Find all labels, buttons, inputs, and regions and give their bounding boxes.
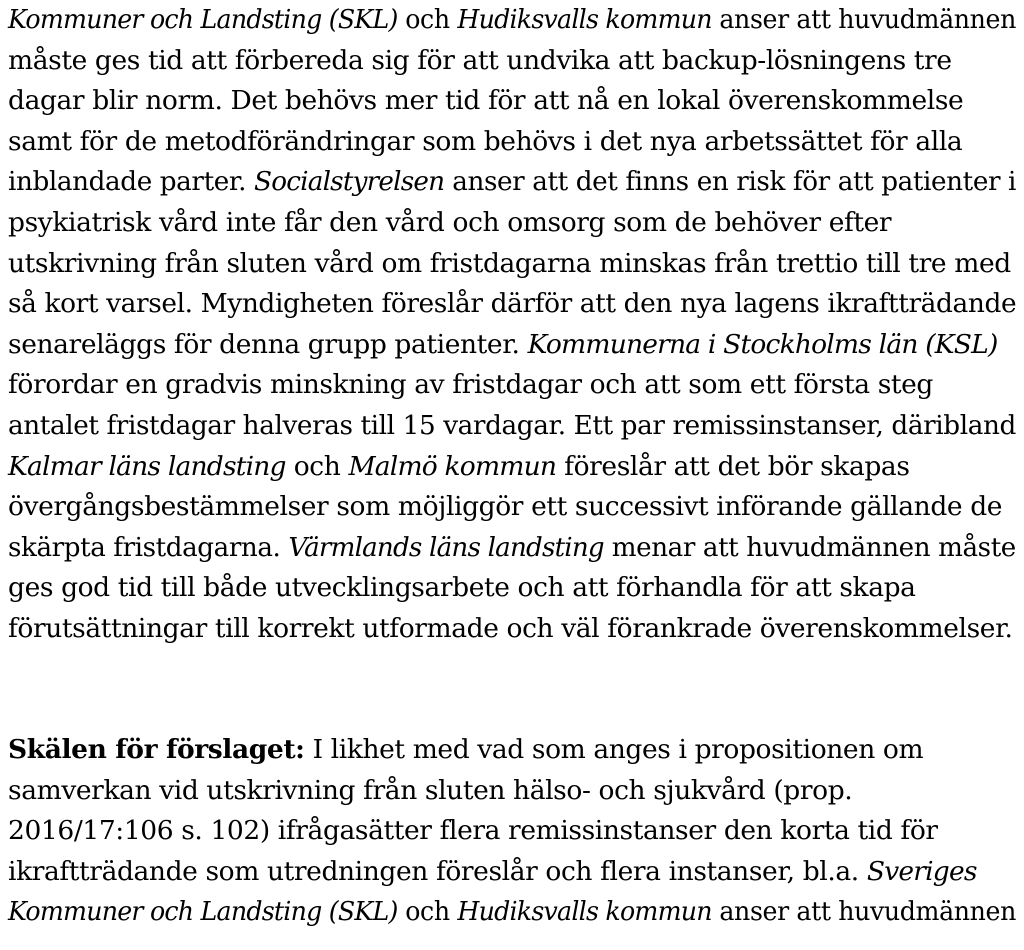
- text-run: menar att huvudmännen måste: [603, 531, 1016, 563]
- italic-name: Socialstyrelsen: [254, 166, 445, 198]
- text-line: [8, 892, 1016, 932]
- text-line: [8, 447, 910, 487]
- bold-heading: Skälen för förslaget:: [8, 734, 305, 765]
- italic-name: Kalmar läns landsting: [8, 450, 286, 482]
- text-run: ges god tid till både utvecklingsarbete och att förhandla för att skapa: [8, 572, 916, 604]
- text-line: [8, 325, 997, 365]
- text-run: övergångsbestämmelser som möjliggör ett successivt införande gällande de: [8, 491, 1003, 523]
- text-line: [8, 852, 977, 892]
- text-run: förordar en gradvis minskning av fristdagar och att som ett första steg: [8, 369, 933, 401]
- text-run: I likhet med vad som anges i propositionen om: [304, 734, 924, 765]
- text-run: samverkan vid utskrivning från sluten hälso- och sjukvård (prop.: [8, 774, 853, 806]
- text-run: anser att det finns en risk för att patienter i: [444, 166, 1017, 198]
- text-run: antalet fristdagar halveras till 15 vardagar. Ett par remissinstanser, däribland: [8, 410, 1016, 441]
- italic-name: Hudiksvalls kommun: [457, 4, 712, 35]
- text-line: [8, 528, 1016, 568]
- italic-name: Kommunerna i Stockholms län (KSL): [527, 328, 998, 360]
- text-run: senareläggs för denna grupp patienter.: [8, 328, 528, 360]
- text-run: 2016/17:106 s. 102) ifrågasätter flera remissinstanser den korta tid för: [8, 815, 938, 847]
- text-line: [8, 122, 962, 162]
- text-run: föreslår att det bör skapas: [556, 450, 910, 482]
- text-line: [8, 203, 891, 243]
- text-run: anser att huvudmännen: [711, 4, 1016, 35]
- text-run: inblandade parter.: [8, 166, 255, 198]
- text-run: och: [397, 896, 458, 928]
- text-line: [8, 609, 1012, 649]
- text-run: psykiatrisk vård inte får den vård och omsorg som de behöver efter: [8, 207, 892, 238]
- text-line: [8, 730, 923, 770]
- text-run: samt för de metodförändringar som behövs i det nya arbetssättet för alla: [8, 125, 963, 157]
- text-line: [8, 771, 852, 811]
- text-line: [8, 162, 1016, 202]
- italic-name: Kommuner och Landsting (SKL): [8, 4, 398, 35]
- text-line: [8, 568, 916, 608]
- text-run: ikraftträdande som utredningen föreslår och flera instanser, bl.a.: [8, 855, 867, 887]
- text-run: måste ges tid att förbereda sig för att undvika att backup-lösningens tre: [8, 44, 952, 76]
- text-run: och: [285, 450, 349, 482]
- text-line: [8, 41, 952, 81]
- italic-name: Värmlands läns landsting: [288, 531, 604, 563]
- text-line: [8, 284, 1016, 324]
- text-run: utskrivning från sluten vård om fristdagarna minskas från trettio till tre med: [8, 247, 1011, 279]
- text-line: [8, 811, 938, 851]
- italic-name: Kommuner och Landsting (SKL): [8, 896, 398, 928]
- text-run: anser att huvudmännen: [711, 896, 1016, 928]
- text-run: skärpta fristdagarna.: [8, 531, 289, 563]
- text-line: [8, 406, 1016, 446]
- text-run: dagar blir norm. Det behövs mer tid för att nå en lokal överenskommelse: [8, 85, 964, 117]
- text-run: så kort varsel. Myndigheten föreslår därför att den nya lagens ikraftträdande: [8, 288, 1017, 320]
- text-line: [8, 0, 1016, 40]
- text-line: [8, 365, 933, 405]
- text-line: [8, 81, 963, 121]
- text-line: [8, 244, 1011, 284]
- italic-name: Sveriges: [866, 855, 977, 887]
- text-line: [8, 487, 1002, 527]
- italic-name: Malmö kommun: [348, 450, 557, 482]
- text-run: förutsättningar till korrekt utformade och väl förankrade överenskommelser.: [8, 613, 1013, 644]
- italic-name: Hudiksvalls kommun: [457, 896, 712, 928]
- text-run: och: [397, 4, 458, 35]
